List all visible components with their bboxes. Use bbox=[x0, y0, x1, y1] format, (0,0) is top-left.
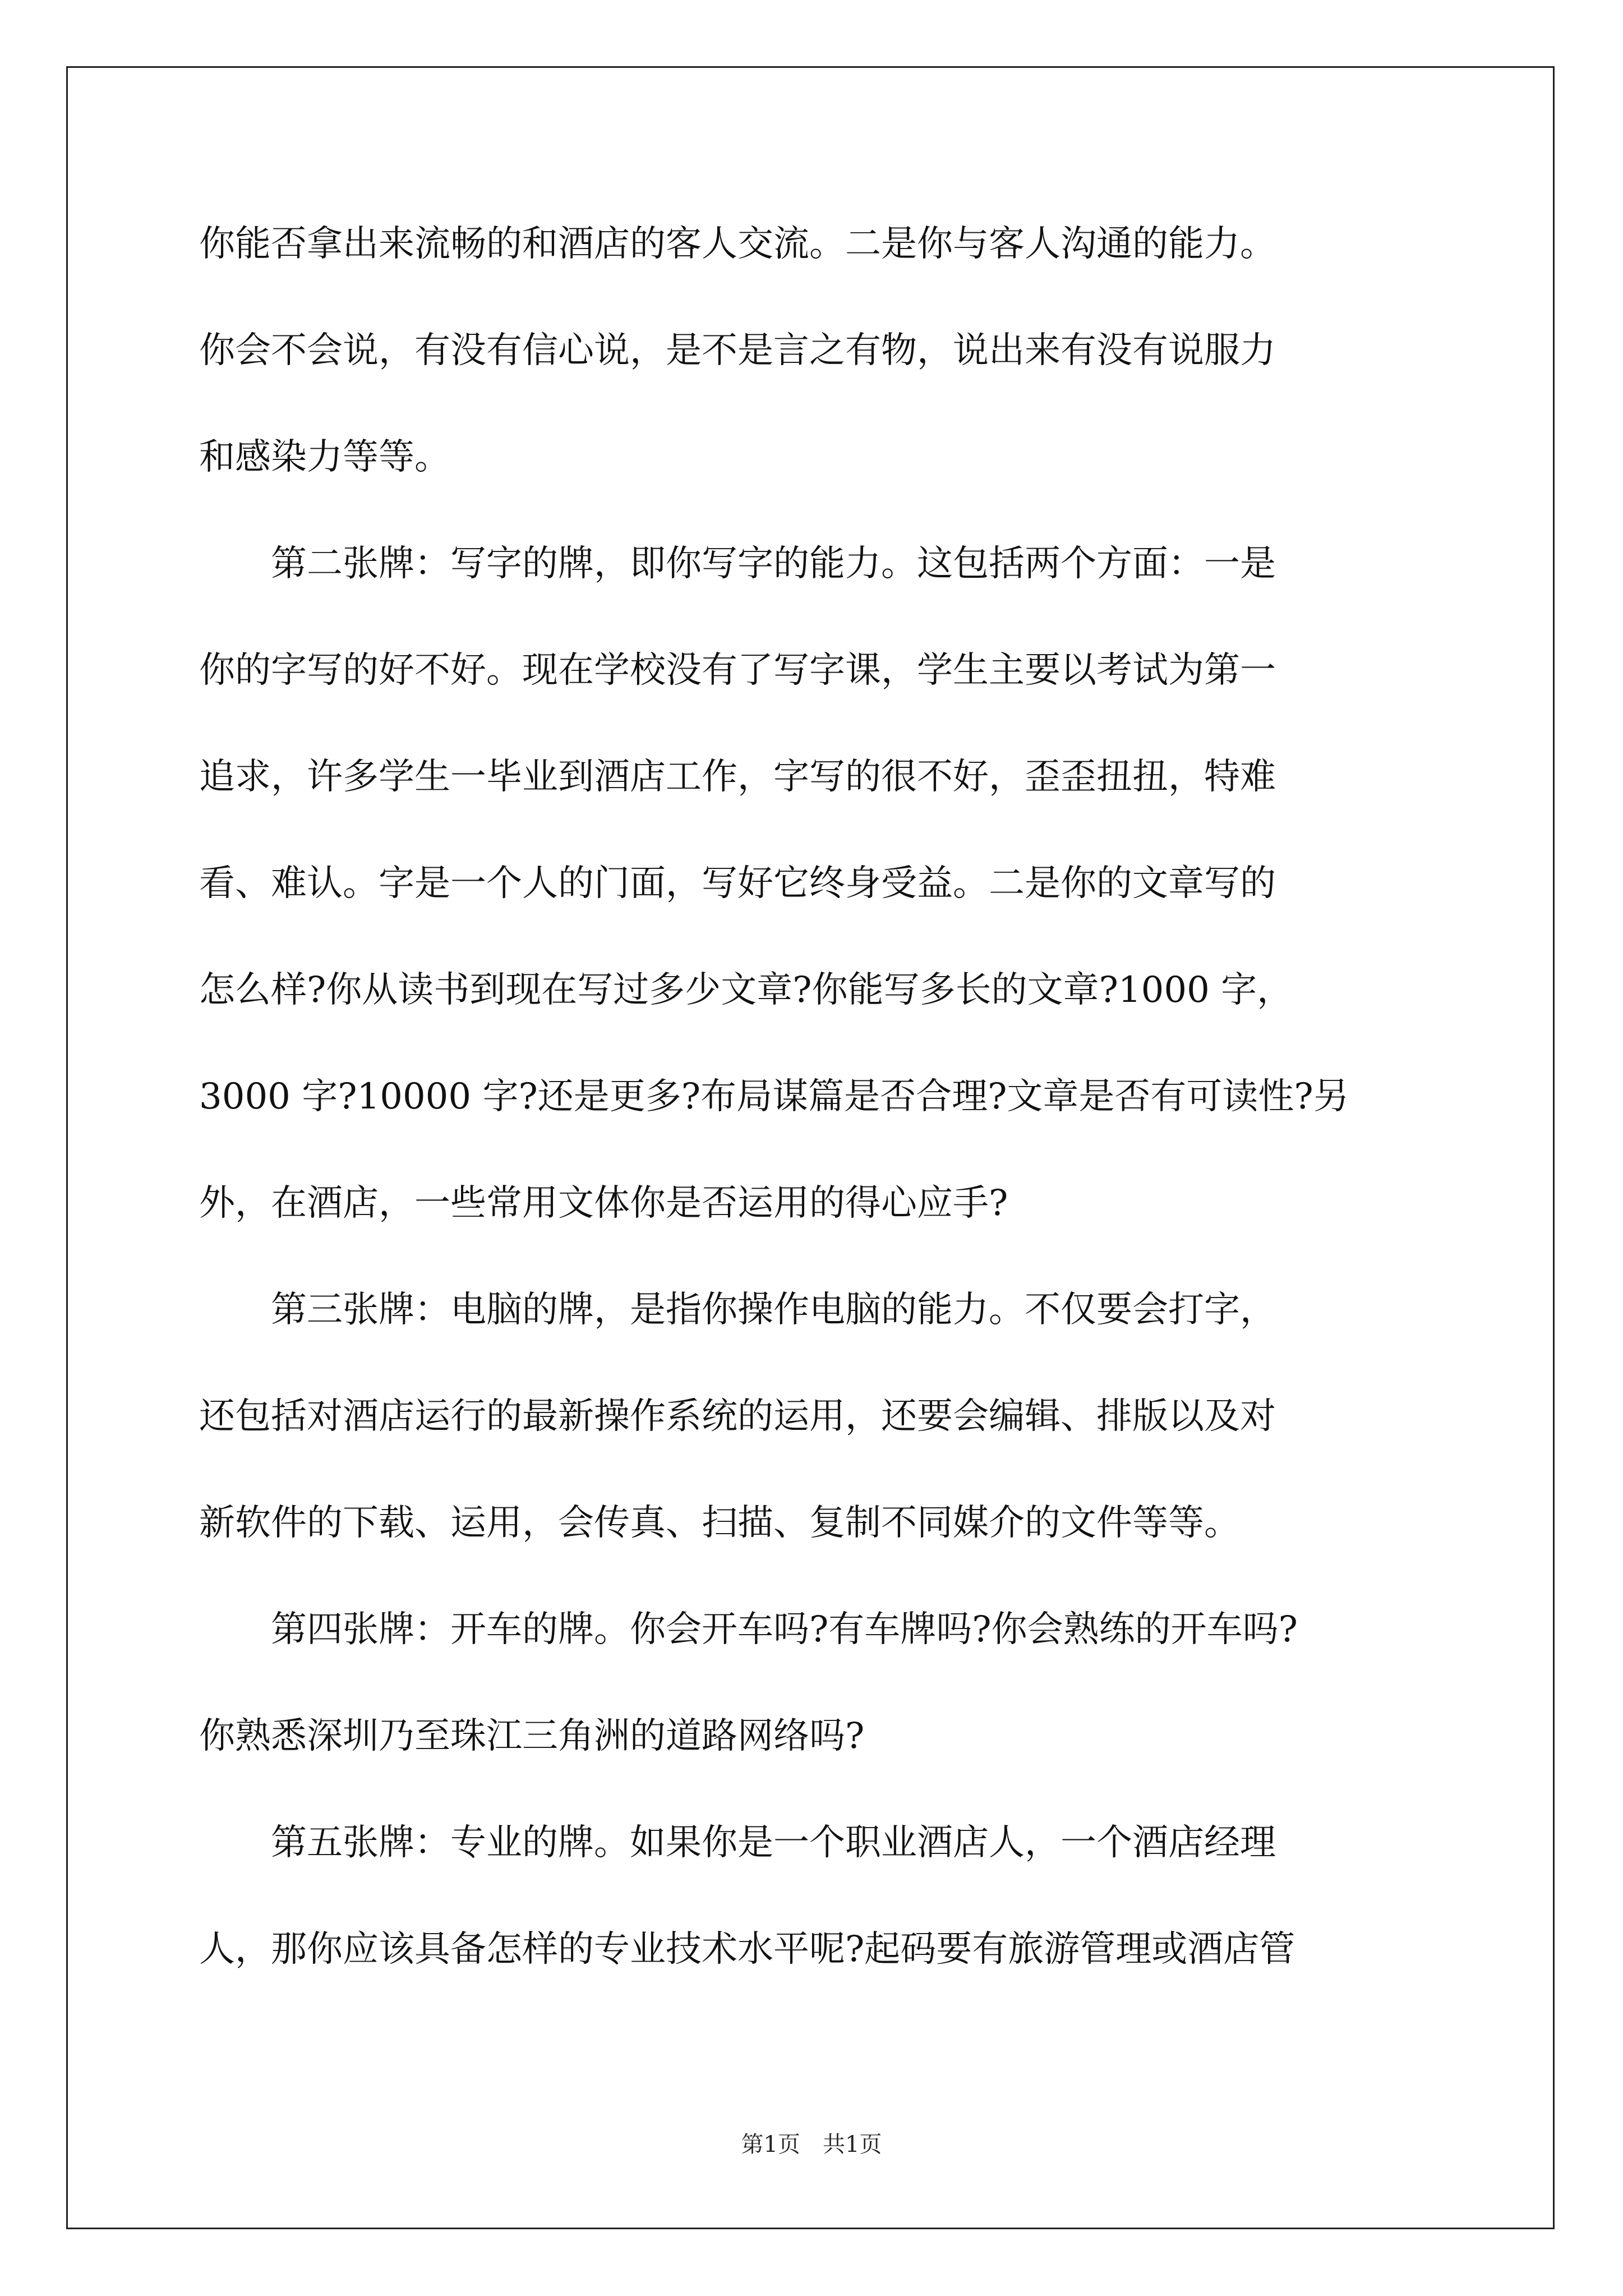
text-line: 第四张牌：开车的牌。你会开车吗?有车牌吗?你会熟练的开车吗? bbox=[199, 1609, 1298, 1650]
text-line: 怎么样?你从读书到现在写过多少文章?你能写多长的文章?1000 字， bbox=[199, 969, 1293, 1011]
text-line: 新软件的下载、运用，会传真、扫描、复制不同媒介的文件等等。 bbox=[199, 1502, 1240, 1544]
text-line: 追求，许多学生一毕业到酒店工作，字写的很不好，歪歪扭扭，特难 bbox=[199, 756, 1276, 798]
document-body bbox=[199, 191, 1433, 2003]
page-footer: 第1页 共1页 bbox=[741, 2132, 882, 2157]
text-line: 第二张牌：写字的牌，即你写字的能力。这包括两个方面：一是 bbox=[199, 543, 1276, 585]
text-line: 和感染力等等。 bbox=[199, 436, 450, 478]
text-line: 外，在酒店，一些常用文体你是否运用的得心应手? bbox=[199, 1182, 1008, 1224]
text-line: 你能否拿出来流畅的和酒店的客人交流。二是你与客人沟通的能力。 bbox=[199, 223, 1276, 265]
text-line: 第五张牌：专业的牌。如果你是一个职业酒店人，一个酒店经理 bbox=[199, 1822, 1276, 1864]
text-line: 你熟悉深圳乃至珠江三角洲的道路网络吗? bbox=[199, 1715, 865, 1757]
text-line: 3000 字?10000 字?还是更多?布局谋篇是否合理?文章是否有可读性?另 bbox=[199, 1076, 1349, 1117]
text-line: 你的字写的好不好。现在学校没有了写字课，学生主要以考试为第一 bbox=[199, 650, 1276, 691]
text-line: 还包括对酒店运行的最新操作系统的运用，还要会编辑、排版以及对 bbox=[199, 1396, 1276, 1437]
text-line: 人，那你应该具备怎样的专业技术水平呢?起码要有旅游管理或酒店管 bbox=[199, 1929, 1295, 1970]
text-line: 你会不会说，有没有信心说，是不是言之有物，说出来有没有说服力 bbox=[199, 330, 1276, 371]
text-line: 看、难认。字是一个人的门面，写好它终身受益。二是你的文章写的 bbox=[199, 863, 1276, 904]
text-line: 第三张牌：电脑的牌，是指你操作电脑的能力。不仅要会打字， bbox=[199, 1289, 1276, 1331]
